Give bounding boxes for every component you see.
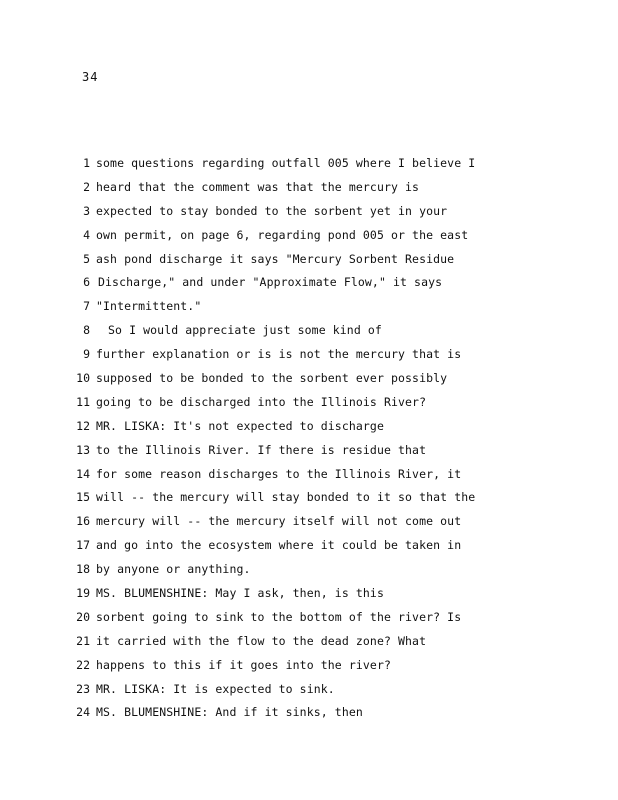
line-text: Discharge," and under "Approximate Flow," it says [98,275,443,290]
line-text: expected to stay bonded to the sorbent yet in your [96,203,448,218]
transcript-line [62,415,582,439]
transcript-line [62,271,582,295]
transcript-body [62,152,582,725]
line-text: further explanation or is is not the mercury that is [96,347,462,362]
line-text: MS. BLUMENSHINE: May I ask, then, is this [96,586,384,601]
line-number: 5 [83,251,90,266]
line-number: 4 [83,227,90,242]
line-text: sorbent going to sink to the bottom of the river? Is [96,609,462,624]
transcript-line [62,701,582,725]
line-text: will -- the mercury will stay bonded to it so that the [96,490,476,505]
line-text: MR. LISKA: It's not expected to discharge [96,418,384,433]
line-number: 2 [83,179,90,194]
line-number: 15 [76,490,90,505]
line-text: to the Illinois River. If there is residue that [96,442,427,457]
line-number: 20 [76,609,90,624]
transcript-line [62,558,582,582]
line-number: 14 [76,466,90,481]
transcript-line [62,606,582,630]
line-text: "Intermittent." [96,299,202,314]
line-number: 3 [83,203,90,218]
transcript-line [62,439,582,463]
line-text: and go into the ecosystem where it could be taken in [96,538,462,553]
line-text: mercury will -- the mercury itself will not come out [96,514,462,529]
transcript-line [62,176,582,200]
line-number: 23 [76,681,90,696]
transcript-line [62,295,582,319]
line-number: 21 [76,633,90,648]
line-number: 6 [83,275,90,290]
line-number: 7 [83,299,90,314]
line-number: 11 [76,394,90,409]
line-text: MS. BLUMENSHINE: And if it sinks, then [96,705,363,720]
line-text: supposed to be bonded to the sorbent ever possibly [96,371,448,386]
transcript-line [62,152,582,176]
line-number: 18 [76,562,90,577]
page-number: 34 [82,70,99,84]
line-text: own permit, on page 6, regarding pond 005 or the east [96,227,469,242]
transcript-line [62,391,582,415]
transcript-line [62,248,582,272]
line-text: heard that the comment was that the mercury is [96,179,420,194]
line-number: 10 [76,371,90,386]
transcript-line [62,486,582,510]
line-number: 12 [76,418,90,433]
transcript-line [62,582,582,606]
transcript-line [62,510,582,534]
line-text: ash pond discharge it says "Mercury Sorbent Residue [96,251,455,266]
line-text: by anyone or anything. [96,562,251,577]
line-number: 13 [76,442,90,457]
line-text: some questions regarding outfall 005 where I believe I [96,156,476,170]
line-number: 9 [83,347,90,362]
transcript-line [62,224,582,248]
line-number: 19 [76,586,90,601]
transcript-line [62,343,582,367]
line-number: 1 [83,156,90,170]
line-number: 16 [76,514,90,529]
transcript-line [62,367,582,391]
line-text: So I would appreciate just some kind of [108,323,382,338]
line-text: MR. LISKA: It is expected to sink. [96,681,335,696]
line-number: 17 [76,538,90,553]
line-number: 22 [76,657,90,672]
transcript-line [62,200,582,224]
line-text: it carried with the flow to the dead zone? What [96,633,427,648]
line-number: 8 [83,323,90,338]
transcript-line [62,654,582,678]
transcript-line [62,678,582,702]
transcript-line [62,319,582,343]
line-text: for some reason discharges to the Illinois River, it [96,466,462,481]
line-text: happens to this if it goes into the river? [96,657,391,672]
transcript-line [62,463,582,487]
line-number: 24 [76,705,90,720]
transcript-line [62,534,582,558]
transcript-line [62,630,582,654]
line-text: going to be discharged into the Illinois River? [96,394,427,409]
